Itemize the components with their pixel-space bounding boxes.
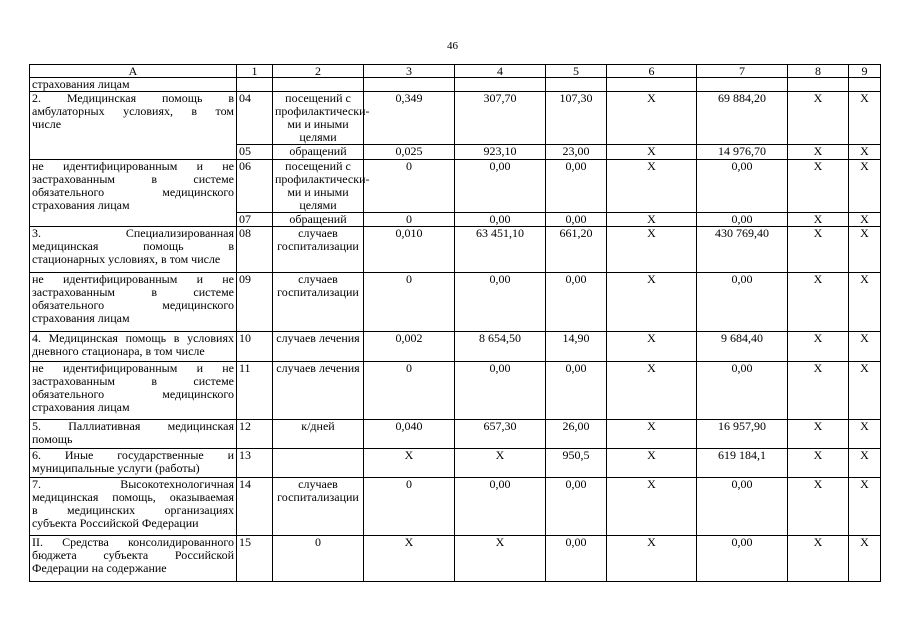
description-line: не идентифицированным и не (32, 159, 234, 173)
description-line: обязательного медицинского (32, 298, 234, 312)
unit-of-measure: случаев госпитализации (273, 478, 364, 536)
cell-c7: 69 884,20 (697, 92, 788, 145)
description-line: II. Средства консолидированного (32, 535, 234, 549)
row-code: 09 (237, 273, 273, 332)
cell-c3: 0 (364, 362, 455, 420)
row-description (30, 160, 237, 227)
cell-c3 (364, 78, 455, 92)
cell-c9: Х (849, 145, 881, 160)
cell-c5: 0,00 (546, 213, 607, 227)
table-row (30, 92, 881, 145)
row-code: 15 (237, 536, 273, 582)
cell-c8: Х (788, 213, 849, 227)
cell-c6: Х (607, 145, 697, 160)
description-line: субъекта Российской Федерации (32, 516, 199, 530)
cell-c9: Х (849, 213, 881, 227)
cell-c3: 0,010 (364, 227, 455, 273)
row-description (30, 420, 237, 449)
row-code: 11 (237, 362, 273, 420)
cell-c6: Х (607, 449, 697, 478)
cell-c3: 0 (364, 478, 455, 536)
cell-c7 (697, 78, 788, 92)
row-code: 10 (237, 332, 273, 362)
description-line: медицинская помощь, оказываемая (32, 490, 234, 504)
page-number: 46 (447, 40, 458, 52)
cell-c6: Х (607, 92, 697, 145)
row-code: 14 (237, 478, 273, 536)
cell-c8: Х (788, 145, 849, 160)
description-line: амбулаторных условиях, в том (32, 104, 234, 118)
row-description (30, 332, 237, 362)
cell-c9: Х (849, 273, 881, 332)
table-row (30, 332, 881, 362)
row-description (30, 227, 237, 273)
description-line: 5. Паллиативная медицинская (32, 419, 234, 433)
cell-c3: 0,040 (364, 420, 455, 449)
table-row (30, 449, 881, 478)
cell-c7: 14 976,70 (697, 145, 788, 160)
description-line: 2. Медицинская помощь в (32, 91, 234, 105)
unit-of-measure: случаев лечения (273, 362, 364, 420)
cell-c9: Х (849, 362, 881, 420)
cell-c5: 950,5 (546, 449, 607, 478)
column-header: 3 (364, 65, 455, 78)
cell-c8: Х (788, 332, 849, 362)
unit-of-measure: случаев госпитализации (273, 227, 364, 273)
cell-c8: Х (788, 227, 849, 273)
table-row (30, 362, 881, 420)
description-line: числе (32, 117, 62, 131)
table-row (30, 536, 881, 582)
cell-c8: Х (788, 92, 849, 145)
cell-c9: Х (849, 160, 881, 213)
cell-c9: Х (849, 449, 881, 478)
cell-c5: 107,30 (546, 92, 607, 145)
cell-c4: Х (455, 449, 546, 478)
cell-c8: Х (788, 420, 849, 449)
cell-c3: 0,002 (364, 332, 455, 362)
cell-c8: Х (788, 536, 849, 582)
cell-c5: 23,00 (546, 145, 607, 160)
description-line: страхования лицам (32, 400, 130, 414)
column-header: 9 (849, 65, 881, 78)
description-line: дневного стационара, в том числе (32, 344, 205, 358)
description-line: не идентифицированным и не (32, 272, 234, 286)
cell-c9 (849, 78, 881, 92)
description-line: застрахованным в системе (32, 172, 234, 186)
cell-c5: 0,00 (546, 273, 607, 332)
description-line: обязательного медицинского (32, 387, 234, 401)
cell-c7: 16 957,90 (697, 420, 788, 449)
cell-c7: 0,00 (697, 478, 788, 536)
column-header: 8 (788, 65, 849, 78)
cell-c4: 0,00 (455, 160, 546, 213)
cell-c5 (546, 78, 607, 92)
description-line: медицинская помощь в (32, 239, 234, 253)
unit-of-measure (273, 449, 364, 478)
cell-c7: 9 684,40 (697, 332, 788, 362)
table-row (30, 273, 881, 332)
cell-c9: Х (849, 420, 881, 449)
description-line: 3. Специализированная (32, 226, 234, 240)
unit-of-measure: посещений с профилактически-ми и иными целями (273, 160, 364, 213)
row-description (30, 273, 237, 332)
cell-c6: Х (607, 273, 697, 332)
row-description (30, 449, 237, 478)
table-row (30, 227, 881, 273)
row-description (30, 92, 237, 160)
cell-c7: 0,00 (697, 160, 788, 213)
description-line: 6. Иные государственные и (32, 448, 234, 462)
cell-c3: 0,025 (364, 145, 455, 160)
cell-c3: 0 (364, 213, 455, 227)
cell-c7: 0,00 (697, 362, 788, 420)
cell-c8: Х (788, 478, 849, 536)
column-header: 2 (273, 65, 364, 78)
cell-c6: Х (607, 332, 697, 362)
description-line: Федерации на содержание (32, 561, 167, 575)
column-header: 1 (237, 65, 273, 78)
description-line: застрахованным в системе (32, 374, 234, 388)
row-description (30, 478, 237, 536)
cell-c4: 923,10 (455, 145, 546, 160)
cell-c5: 661,20 (546, 227, 607, 273)
row-code: 06 (237, 160, 273, 213)
row-description (30, 78, 237, 92)
cell-c7: 0,00 (697, 273, 788, 332)
unit-of-measure: к/дней (273, 420, 364, 449)
cell-c7: 0,00 (697, 536, 788, 582)
description-line: застрахованным в системе (32, 285, 234, 299)
cell-c8: Х (788, 273, 849, 332)
unit-of-measure: обращений (273, 213, 364, 227)
column-header: 5 (546, 65, 607, 78)
table-row (30, 160, 881, 213)
row-code: 12 (237, 420, 273, 449)
cell-c6: Х (607, 478, 697, 536)
row-code: 13 (237, 449, 273, 478)
description-line: муниципальные услуги (работы) (32, 461, 200, 475)
cell-c4 (455, 78, 546, 92)
cell-c3: 0 (364, 273, 455, 332)
unit-of-measure: посещений с профилактически-ми и иными целями (273, 92, 364, 145)
cell-c3: Х (364, 449, 455, 478)
column-header: 4 (455, 65, 546, 78)
description-line: не идентифицированным и не (32, 361, 234, 375)
cell-c8: Х (788, 160, 849, 213)
cell-c6: Х (607, 362, 697, 420)
cell-c5: 26,00 (546, 420, 607, 449)
cell-c4: 0,00 (455, 362, 546, 420)
cell-c9: Х (849, 536, 881, 582)
cell-c6: Х (607, 536, 697, 582)
cell-c6: Х (607, 227, 697, 273)
description-line: страхования лицам (32, 311, 130, 325)
row-code: 04 (237, 92, 273, 145)
cell-c4: 657,30 (455, 420, 546, 449)
cell-c4: Х (455, 536, 546, 582)
cell-c8 (788, 78, 849, 92)
description-line: 7. Высокотехнологичная (32, 477, 234, 491)
unit-of-measure: случаев лечения (273, 332, 364, 362)
row-description (30, 362, 237, 420)
row-code: 05 (237, 145, 273, 160)
row-code: 08 (237, 227, 273, 273)
description-line: бюджета субъекта Российской (32, 548, 234, 562)
unit-of-measure: обращений (273, 145, 364, 160)
cell-c3: 0 (364, 160, 455, 213)
cell-c9: Х (849, 332, 881, 362)
table-row (30, 78, 881, 92)
description-line: обязательного медицинского (32, 185, 234, 199)
unit-of-measure: 0 (273, 536, 364, 582)
cell-c5: 0,00 (546, 160, 607, 213)
table-row (30, 478, 881, 536)
cell-c9: Х (849, 478, 881, 536)
cell-c6: Х (607, 160, 697, 213)
description-line: страхования лицам (32, 198, 130, 212)
cell-c3: 0,349 (364, 92, 455, 145)
cell-c4: 0,00 (455, 213, 546, 227)
column-header: А (30, 65, 237, 78)
unit-of-measure (273, 78, 364, 92)
cell-c4: 63 451,10 (455, 227, 546, 273)
cell-c4: 0,00 (455, 478, 546, 536)
unit-of-measure: случаев госпитализации (273, 273, 364, 332)
cell-c4: 307,70 (455, 92, 546, 145)
description-line: страхования лицам (32, 77, 130, 91)
header-row (30, 65, 881, 78)
cell-c5: 0,00 (546, 362, 607, 420)
row-code (237, 78, 273, 92)
cell-c7: 0,00 (697, 213, 788, 227)
cell-c7: 430 769,40 (697, 227, 788, 273)
description-line: помощь (32, 432, 73, 446)
financing-table (29, 64, 881, 582)
description-line: стационарных условиях, в том числе (32, 252, 221, 266)
cell-c3: Х (364, 536, 455, 582)
description-line: 4. Медицинская помощь в условиях (32, 331, 234, 345)
cell-c8: Х (788, 362, 849, 420)
description-line: в медицинских организациях (32, 503, 234, 517)
cell-c4: 8 654,50 (455, 332, 546, 362)
column-header: 7 (697, 65, 788, 78)
cell-c6 (607, 78, 697, 92)
cell-c6: Х (607, 420, 697, 449)
cell-c9: Х (849, 227, 881, 273)
cell-c5: 0,00 (546, 478, 607, 536)
cell-c7: 619 184,1 (697, 449, 788, 478)
row-description (30, 536, 237, 582)
table-row (30, 420, 881, 449)
cell-c9: Х (849, 92, 881, 145)
cell-c4: 0,00 (455, 273, 546, 332)
cell-c8: Х (788, 449, 849, 478)
column-header: 6 (607, 65, 697, 78)
cell-c5: 14,90 (546, 332, 607, 362)
cell-c5: 0,00 (546, 536, 607, 582)
cell-c6: Х (607, 213, 697, 227)
row-code: 07 (237, 213, 273, 227)
